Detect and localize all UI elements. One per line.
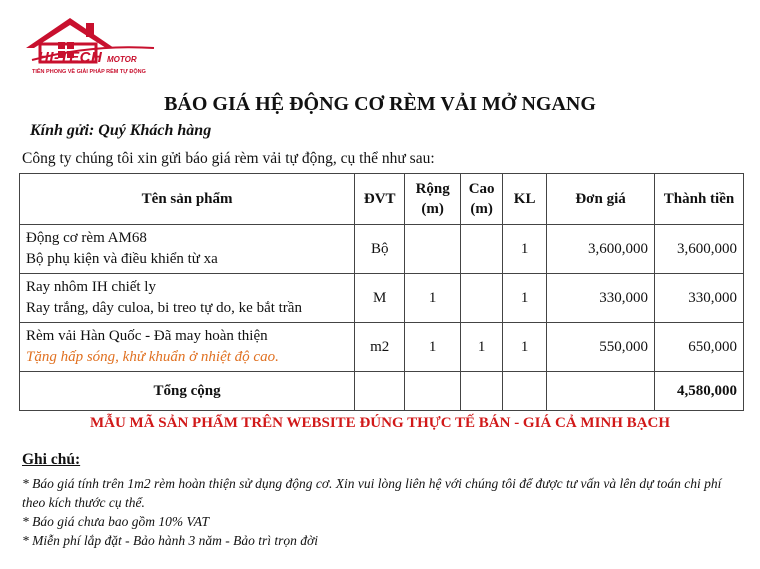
note-item: * Báo giá chưa bao gồm 10% VAT	[22, 514, 209, 529]
product-name: Động cơ rèm AM68	[26, 230, 147, 246]
total-label: Tổng cộng	[20, 372, 355, 411]
product-promo: Tặng hấp sóng, khử khuẩn ở nhiệt độ cao.	[26, 349, 279, 365]
product-name: Rèm vải Hàn Quốc - Đã may hoàn thiện	[26, 328, 268, 344]
row-height: 1	[461, 323, 503, 372]
header-height-label: Cao	[468, 181, 495, 197]
total-empty-cell	[503, 372, 547, 411]
row-product	[20, 323, 355, 372]
header-width-unit: (m)	[421, 201, 444, 217]
intro-text: Công ty chúng tôi xin gửi báo giá rèm vải tự động, cụ thể như sau:	[22, 150, 435, 167]
greeting: Kính gửi: Quý Khách hàng	[30, 122, 212, 139]
slogan: MẪU MÃ SẢN PHẨM TRÊN WEBSITE ĐÚNG THỰC TẾ BÁN - GIÁ CẢ MINH BẠCH	[89, 415, 671, 431]
logo-tagline: TIÊN PHONG VỀ GIẢI PHÁP RÈM TỰ ĐỘNG	[32, 69, 146, 75]
table-row	[20, 225, 744, 274]
row-price: 330,000	[547, 274, 655, 323]
header-height	[461, 174, 503, 225]
product-detail: Ray trắng, dây culoa, bi treo tự do, ke bắt trần	[26, 300, 302, 316]
header-height-unit: (m)	[470, 201, 493, 217]
total-empty-cell	[547, 372, 655, 411]
company-logo	[22, 14, 162, 82]
row-qty: 1	[503, 225, 547, 274]
table-total-row	[20, 372, 744, 411]
row-qty: 1	[503, 323, 547, 372]
row-width: 1	[405, 323, 461, 372]
row-unit: M	[355, 274, 405, 323]
header-price: Đơn giá	[547, 174, 655, 225]
total-empty-cell	[405, 372, 461, 411]
header-qty: KL	[503, 174, 547, 225]
header-total: Thành tiền	[655, 174, 744, 225]
row-height	[461, 225, 503, 274]
notes-list	[22, 474, 742, 550]
note-item: * Miễn phí lắp đặt - Bảo hành 3 năm - Bảo trì trọn đời	[22, 533, 318, 548]
row-unit: m2	[355, 323, 405, 372]
notes-title: Ghi chú:	[22, 451, 81, 468]
row-price: 3,600,000	[547, 225, 655, 274]
row-width: 1	[405, 274, 461, 323]
quote-table	[19, 173, 744, 411]
header-unit: ĐVT	[355, 174, 405, 225]
row-product	[20, 274, 355, 323]
table-row	[20, 323, 744, 372]
row-total: 330,000	[655, 274, 744, 323]
row-qty: 1	[503, 274, 547, 323]
table-header-row	[20, 174, 744, 225]
row-total: 650,000	[655, 323, 744, 372]
header-product: Tên sản phẩm	[20, 174, 355, 225]
product-name: Ray nhôm IH chiết ly	[26, 279, 156, 295]
table-row	[20, 274, 744, 323]
page-title: BÁO GIÁ HỆ ĐỘNG CƠ RÈM VẢI MỞ NGANG	[164, 93, 596, 115]
row-total: 3,600,000	[655, 225, 744, 274]
total-empty-cell	[355, 372, 405, 411]
row-height	[461, 274, 503, 323]
grand-total: 4,580,000	[655, 372, 744, 411]
row-width	[405, 225, 461, 274]
logo-brand: HI-TECH	[38, 49, 103, 66]
total-empty-cell	[461, 372, 503, 411]
logo-brand-suffix: MOTOR	[107, 55, 137, 64]
product-detail: Bộ phụ kiện và điều khiển từ xa	[26, 251, 218, 267]
row-unit: Bộ	[355, 225, 405, 274]
row-product	[20, 225, 355, 274]
header-width	[405, 174, 461, 225]
row-price: 550,000	[547, 323, 655, 372]
header-width-label: Rộng	[415, 181, 450, 197]
note-item: * Báo giá tính trên 1m2 rèm hoàn thiện sử dụng động cơ. Xin vui lòng liên hệ với chúng tôi để được tư vấn và lên dự toán chi phí theo kích thước cụ thể.	[22, 476, 722, 510]
